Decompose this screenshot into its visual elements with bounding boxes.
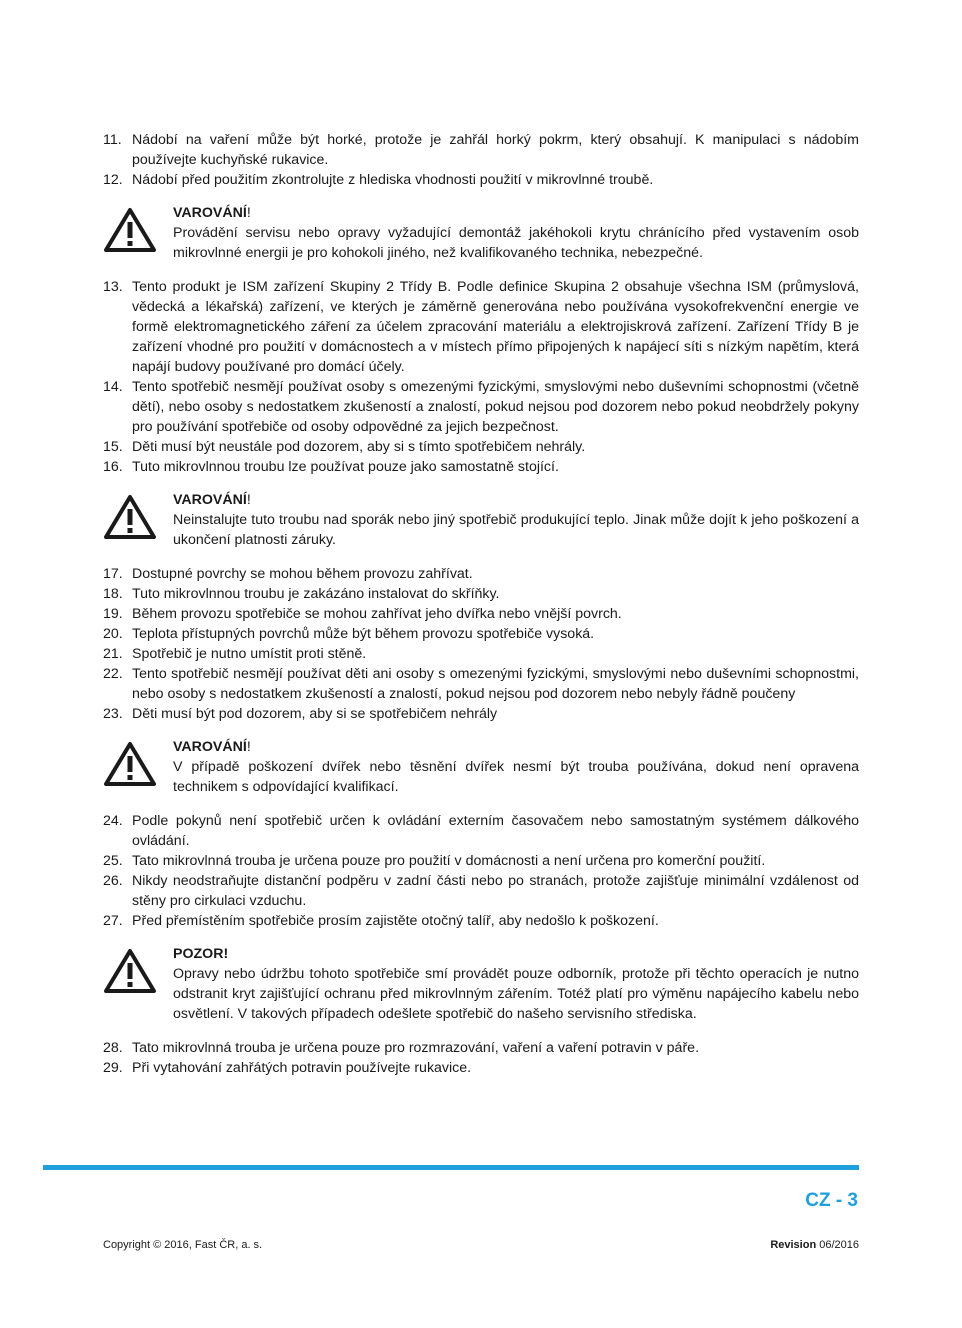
- warning-title: VAROVÁNÍ: [173, 205, 247, 221]
- caution-text: Opravy nebo údržbu tohoto spotřebiče smí provádět pouze odborník, protože při těchto operacích je nutno odstranit kryt zajišťující ochranu před mikrovlnným zářením. Totéž platí pro výměnu napájecího kabelu nebo osvětlení. V takových případech odešlete spotřebič do našeho servisního střediska.: [173, 966, 859, 1022]
- list-item: 27. Před přemístěním spotřebiče prosím zajistěte otočný talíř, aby nedošlo k poškození.: [103, 913, 659, 929]
- warning-triangle-icon: [103, 203, 173, 263]
- list-item: 25. Tato mikrovlnná trouba je určena pouze pro použití v domácnosti a není určena pro komerční použití.: [103, 853, 766, 869]
- list-item: 21. Spotřebič je nutno umístit proti stěně.: [103, 646, 367, 662]
- warning-text: Provádění servisu nebo opravy vyžadující demontáž jakéhokoli krytu chránícího před vystavením osob mikrovlnné energii je pro kohokoli jiného, než kvalifikovaného technika, nebezpečné.: [173, 225, 859, 261]
- list-item: 20. Teplota přístupných povrchů může být během provozu spotřebiče vysoká.: [103, 626, 595, 642]
- list-item: 29. Při vytahování zahřátých potravin používejte rukavice.: [103, 1060, 472, 1076]
- revision: [770, 1239, 859, 1251]
- warning-title: VAROVÁNÍ: [173, 739, 247, 755]
- caution-title: POZOR!: [173, 946, 229, 962]
- list-item: 11. Nádobí na vaření může být horké, protože je zahřál horký pokrm, který obsahují. K manipulaci s nádobím používejte kuchyňské rukavice.: [103, 132, 859, 168]
- list-b: [103, 277, 859, 477]
- caution-box: [103, 944, 859, 1024]
- page-content: [103, 130, 859, 1078]
- warning-text: Neinstalujte tuto troubu nad sporák nebo jiný spotřebič produkující teplo. Jinak může dojít k jeho poškození a ukončení platnosti záruky.: [173, 512, 859, 548]
- list-item: 14. Tento spotřebič nesmějí používat osoby s omezenými fyzickými, smyslovými nebo duševními schopnostmi (včetně dětí), nebo osoby s nedostatkem zkušeností a znalostí, pokud nejsou pod dozorem nebo pokud neobdržely pokyny pro používání spotřebiče od osoby odpovědné za jejich bezpečnost.: [103, 379, 859, 435]
- list-item: 28. Tato mikrovlnná trouba je určena pouze pro rozmrazování, vaření a vaření potravin v páře.: [103, 1040, 700, 1056]
- warning-mark: !: [246, 205, 251, 221]
- footer-divider: [43, 1165, 859, 1170]
- warning-text: V případě poškození dvířek nebo těsnění dvířek nesmí být trouba používána, dokud není opravena technikem s odpovídající kvalifikací.: [173, 759, 859, 795]
- list-c: [103, 564, 859, 724]
- warning-box-3: [103, 737, 859, 797]
- copyright: Copyright © 2016, Fast ČR, a. s.: [103, 1239, 263, 1251]
- revision-label: Revision: [770, 1239, 817, 1251]
- warning-title: VAROVÁNÍ: [173, 492, 247, 508]
- list-e: [103, 1038, 859, 1078]
- list-item: 23. Děti musí být pod dozorem, aby si se spotřebičem nehrály: [103, 706, 498, 722]
- list-item: 12. Nádobí před použitím zkontrolujte z hlediska vhodnosti použití v mikrovlnné troubě.: [103, 172, 654, 188]
- list-a: [103, 130, 859, 190]
- warning-box-2: [103, 490, 859, 550]
- list-d: [103, 811, 859, 931]
- list-item: 17. Dostupné povrchy se mohou během provozu zahřívat.: [103, 566, 473, 582]
- revision-value: 06/2016: [819, 1239, 859, 1251]
- warning-triangle-icon: [103, 737, 173, 797]
- list-item: 26. Nikdy neodstraňujte distanční podpěru v zadní části nebo po stranách, protože zajišťuje minimální vzdálenost od stěny pro cirkulaci vzduchu.: [103, 873, 859, 909]
- list-item: 24. Podle pokynů není spotřebič určen k ovládání externím časovačem nebo samostatným systémem dálkového ovládání.: [103, 813, 859, 849]
- list-item: 19. Během provozu spotřebiče se mohou zahřívat jeho dvířka nebo vnější povrch.: [103, 606, 622, 622]
- list-item: 16. Tuto mikrovlnnou troubu lze používat pouze jako samostatně stojící.: [103, 459, 559, 475]
- page-number: CZ - 3: [805, 1190, 858, 1211]
- list-item: 22. Tento spotřebič nesmějí používat děti ani osoby s omezenými fyzickými, smyslovými nebo duševními schopnostmi, nebo osoby s nedostatkem zkušeností a znalostí, pokud nejsou pod dozorem nebo nebyly řádně poučeny: [103, 666, 859, 702]
- list-item: 13. Tento produkt je ISM zařízení Skupiny 2 Třídy B. Podle definice Skupina 2 obsahuje všechna ISM (průmyslová, vědecká a lékařská) zařízení, ve kterých je záměrně generována nebo používána vysokofrekvenční energie ve formě elektromagnetického záření za účelem zpracování materiálu a elektrojiskrová zařízení. Zařízení Třídy B je zařízení vhodné pro použití v domácnostech a v místech přímo připojených k napájecí síti s nízkým napětím, která napájí budovy používané pro domácí účely.: [103, 279, 859, 375]
- list-item: 15. Děti musí být neustále pod dozorem, aby si s tímto spotřebičem nehrály.: [103, 439, 586, 455]
- warning-triangle-icon: [103, 490, 173, 550]
- warning-mark: !: [246, 492, 251, 508]
- warning-box-1: [103, 203, 859, 263]
- warning-triangle-icon: [103, 944, 173, 1024]
- list-item: 18. Tuto mikrovlnnou troubu je zakázáno instalovat do skříňky.: [103, 586, 500, 602]
- warning-mark: !: [246, 739, 251, 755]
